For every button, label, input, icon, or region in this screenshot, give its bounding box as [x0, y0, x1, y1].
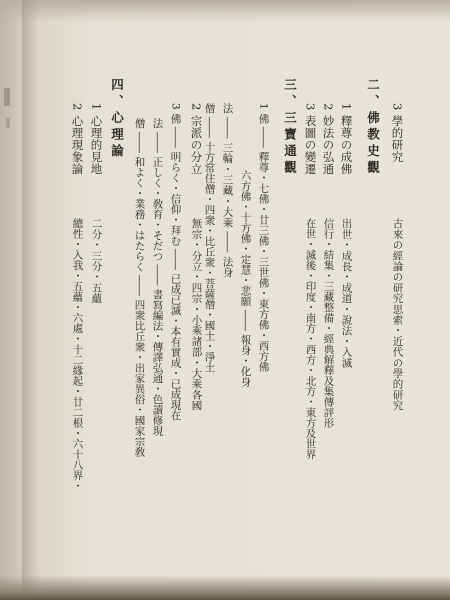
toc-item-enlightenment: 1 釋尊の成佛	[339, 103, 354, 175]
toc-desc-psych-view: 二分・三分・五蘊	[90, 218, 103, 304]
toc-item-psych-view: 1 心理的見地	[89, 103, 104, 175]
toc-item-sects: 2 宗派の分立	[189, 103, 204, 175]
margin-mark-small	[6, 118, 10, 128]
toc-item-buddha-2: 3 佛 ―― 明らく・信仰・拜む ―― 已成已滅・本有實成・已成現在	[169, 103, 182, 421]
margin-mark	[4, 88, 10, 106]
page-bottom-edge	[0, 575, 450, 600]
toc-heading-psychology: 四、心理論	[109, 78, 125, 161]
toc-item-dharma: 法 ―― 三輪・三藏・大乘 ―― 法身	[221, 103, 234, 278]
toc-desc-psych-phenomena: 總性・入我・五蘊・六處・十二緣起・廿二根・六十八界・	[71, 218, 84, 491]
toc-heading-three-treasures: 三、三寶通觀	[282, 78, 298, 177]
gutter-shadow	[22, 0, 38, 600]
toc-item-psych-phenomena: 2 心理現象論	[70, 103, 85, 175]
page-top-edge	[0, 0, 450, 22]
toc-desc-enlightenment: 出世・成長・成道・說法・入滅	[340, 218, 353, 368]
toc-item-sangha-2: 僧 ―― 和よく・業務・はたらく ―― 四衆比丘衆・出家異俗・國家宗敎	[133, 118, 146, 457]
toc-heading-history: 二、佛教史觀	[365, 78, 381, 177]
toc-item-buddha-cont: 六方佛・十方佛・定慧・悲願 ―― 報身・化身	[239, 170, 252, 387]
toc-desc-propagation: 信行・結集・三藏整備・經典解釋及集傳評形	[322, 218, 335, 428]
toc-item-buddha: 1 佛 ―― 釋尊・七佛・廿三佛・三世佛・東方佛・西方佛	[257, 103, 270, 372]
toc-desc-sects: 無宗・分立・四宗・小乘諸部・大乘各國	[190, 218, 203, 411]
toc-item-study: 3 學的研究	[390, 103, 405, 163]
toc-item-sangha: 僧 ―― 十方常住僧・四衆・比丘衆・菩薩僧・國土・淨土	[203, 103, 216, 373]
toc-item-change: 3 表圖の變遷	[303, 103, 318, 175]
toc-desc-study: 古來の經論の研究思索・近代の學的研究	[391, 218, 404, 411]
toc-desc-change: 在世・滅後・印度・南方・西方・北方・東方及世界	[304, 218, 317, 460]
toc-item-dharma-2: 法 ―― 正しく・敎育・そだつ ―― 書寫編法・傳譯弘通・色讀修現	[151, 118, 164, 436]
toc-item-propagation: 2 妙法の弘通	[321, 103, 336, 175]
